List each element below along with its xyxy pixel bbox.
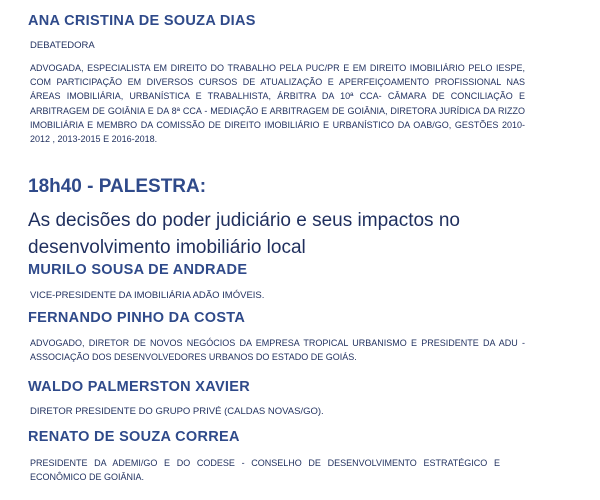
- debater-role: DEBATEDORA: [30, 40, 95, 51]
- speaker-bio: VICE-PRESIDENTE DA IMOBILIÁRIA ADÃO IMÓVEIS.: [30, 290, 265, 301]
- speaker-bio: ADVOGADO, DIRETOR DE NOVOS NEGÓCIOS DA EMPRESA TROPICAL URBANISMO E PRESIDENTE DA ADU - ASSOCIAÇÃO DOS DESENVOLVEDORES URBANOS DO ESTADO DE GOIÁS.: [30, 338, 525, 363]
- speaker-name: WALDO PALMERSTON XAVIER: [28, 379, 250, 395]
- session-time: 18h40 - PALESTRA:: [28, 176, 207, 197]
- debater-bio: ADVOGADA, ESPECIALISTA EM DIREITO DO TRABALHO PELA PUC/PR E EM DIREITO IMOBILIÁRIO PELO IESPE, COM PARTICIPAÇÃO EM DIVERSOS CURSOS DE ATUALIZAÇÃO E APERFEIÇOAMENTO PROFISSIONAL NAS ÁREAS IMOBILIÁRIA, URBANÍSTICA E TRABALHISTA, ÁRBITRA DA 10ª CCA- CÂMARA DE CONCILIAÇÃO E ARBITRAGEM DE GOIÂNIA E DA 8ª CCA - MEDIAÇÃO E ARBITRAGEM DE GOIÂNIA, DIRETORA JURÍDICA DA RIZZO IMOBILIÁRIA E MEMBRO DA COMISSÃO DE DIREITO IMOBILIÁRIO E URBANÍSTICO DA OAB/GO, GESTÕES 2010-2012 , 2013-2015 E 2016-2018.: [30, 63, 525, 145]
- speaker-bio: PRESIDENTE DA ADEMI/GO E DO CODESE - CONSELHO DE DESENVOLVIMENTO ESTRATÉGICO E ECONÔMICO DE GOIÂNIA.: [30, 458, 500, 483]
- debater-name: ANA CRISTINA DE SOUZA DIAS: [28, 13, 256, 29]
- speaker-name: FERNANDO PINHO DA COSTA: [28, 310, 246, 326]
- session-title: As decisões do poder judiciário e seus impactos no desenvolvimento imobiliário local: [28, 210, 460, 258]
- speaker-name: RENATO DE SOUZA CORREA: [28, 429, 240, 445]
- speaker-name: MURILO SOUSA DE ANDRADE: [28, 262, 248, 278]
- speaker-bio: DIRETOR PRESIDENTE DO GRUPO PRIVÉ (CALDAS NOVAS/GO).: [30, 406, 324, 417]
